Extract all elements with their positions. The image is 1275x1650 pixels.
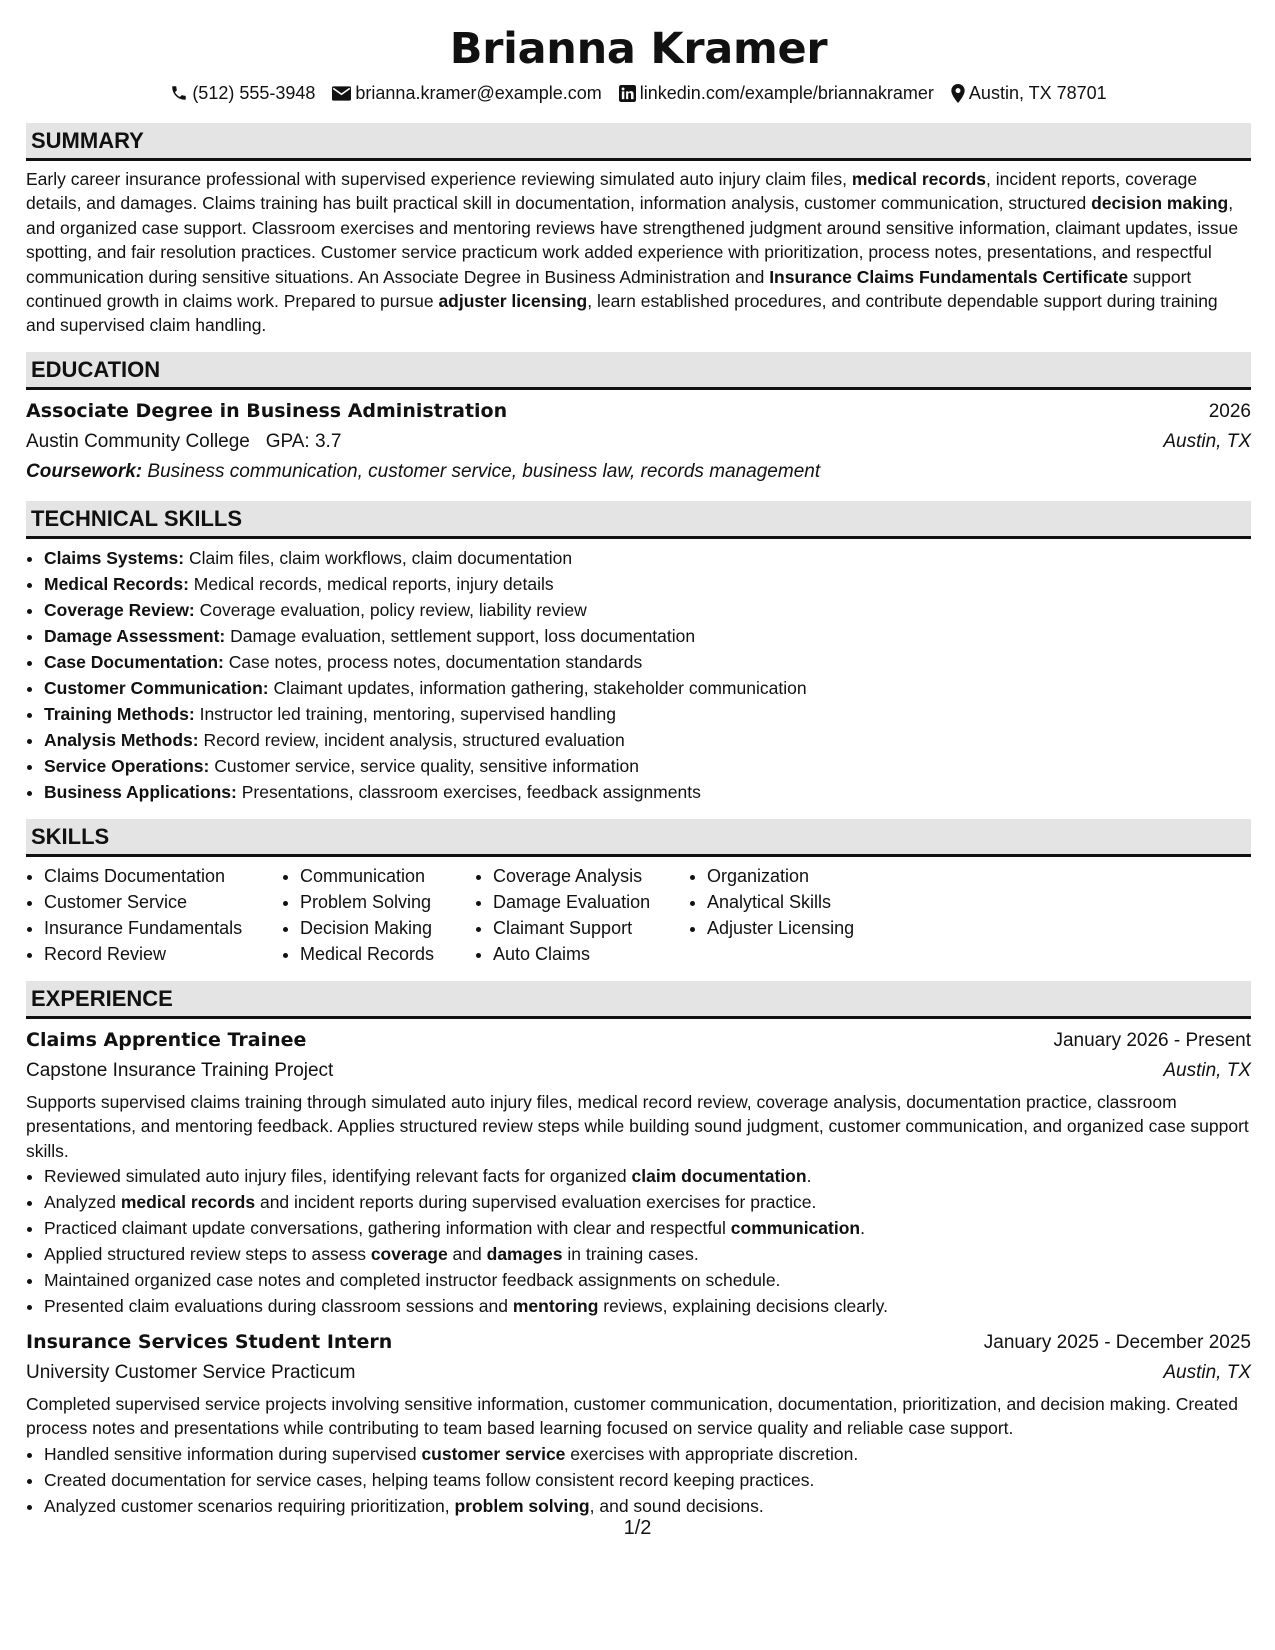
contact-phone[interactable] — [170, 80, 315, 106]
bullet-text: and incident reports during supervised evaluation exercises for practice. — [255, 1192, 817, 1213]
bullet-emphasis: damages — [486, 1244, 563, 1265]
education-heading: EDUCATION — [26, 352, 1251, 390]
skill-category: Analysis Methods: — [44, 729, 199, 750]
bullet-emphasis: mentoring — [512, 1296, 599, 1317]
summary-text — [26, 167, 1251, 338]
bullet-text: exercises with appropriate discretion. — [565, 1443, 859, 1464]
experience-heading: EXPERIENCE — [26, 981, 1251, 1019]
graduation-year: 2026 — [1208, 400, 1251, 422]
education-title-row — [26, 396, 1251, 427]
contact-location — [951, 80, 1107, 106]
bullet-text: . — [860, 1218, 865, 1239]
list-item — [44, 1293, 1251, 1319]
summary-segment: , and organized case support. Classroom exercises and mentoring reviews have strengthened judgment around sensitive information, claimant updates, issue spotting, and fair resolution practices. Customer service practicum work added experience with prioritization, process notes, presentations, and respectful communication during sensitive situations. An Associate Degree in Business Administration and — [26, 193, 1239, 287]
skills-column — [282, 863, 475, 967]
skill-detail: Damage evaluation, settlement support, loss documentation — [230, 625, 696, 646]
coursework-list: Business communication, customer service, business law, records management — [147, 460, 821, 482]
bullet-emphasis: coverage — [370, 1244, 448, 1265]
bullet-text: Applied structured review steps to assess — [44, 1244, 371, 1265]
list-item — [44, 1215, 1251, 1241]
page-number: 1/2 — [623, 1517, 652, 1539]
technical-skills-heading: TECHNICAL SKILLS — [26, 501, 1251, 539]
summary-segment: , learn established procedures, and contribute dependable support during training and supervised claim handling. — [26, 291, 1218, 336]
skill-category: Medical Records: — [44, 573, 189, 594]
summary-emphasis: decision making — [1091, 193, 1229, 214]
list-item — [44, 727, 1251, 753]
bullet-text: Practiced claimant update conversations, gathering information with clear and respectful — [44, 1218, 731, 1239]
education-school-row — [26, 427, 1251, 457]
bullet-text: and — [447, 1244, 487, 1265]
gpa: GPA: 3.7 — [265, 430, 342, 452]
list-item — [44, 649, 1251, 675]
job-title: Insurance Services Student Intern — [26, 1331, 393, 1354]
bullet-text: in training cases. — [562, 1244, 699, 1265]
list-item — [44, 1241, 1251, 1267]
list-item: • Adjuster Licensing — [707, 915, 907, 941]
list-item — [44, 753, 1251, 779]
skill-detail: Presentations, classroom exercises, feedback assignments — [241, 781, 701, 802]
list-item: • Claims Documentation — [44, 863, 282, 889]
job-dates: January 2026 - Present — [1053, 1029, 1251, 1051]
skill-category: Case Documentation: — [44, 651, 224, 672]
skill-category: Damage Assessment: — [44, 625, 226, 646]
bullet-text: Presented claim evaluations during classroom sessions and — [44, 1296, 513, 1317]
contact-linkedin[interactable] — [619, 80, 934, 106]
list-item: • Problem Solving — [300, 889, 475, 915]
map-pin-icon — [951, 84, 965, 103]
list-item: • Medical Records — [300, 941, 475, 967]
school-location: Austin, TX — [1163, 430, 1251, 452]
skill-category: Training Methods: — [44, 703, 195, 724]
bullet-text: . — [806, 1166, 812, 1187]
bullet-text: Handled sensitive information during supervised — [44, 1443, 422, 1464]
list-item — [44, 675, 1251, 701]
phone-icon — [170, 84, 188, 102]
skill-detail: Claimant updates, information gathering, stakeholder communication — [273, 677, 807, 698]
list-item — [44, 1163, 1251, 1189]
list-item — [44, 1467, 1251, 1493]
phone-number: (512) 555-3948 — [192, 83, 316, 103]
bullet-text: Reviewed simulated auto injury files, identifying relevant facts for organized — [44, 1166, 632, 1187]
list-item — [44, 571, 1251, 597]
skill-detail: Case notes, process notes, documentation standards — [228, 651, 643, 672]
job-org-row — [26, 1358, 1251, 1388]
list-item — [44, 1441, 1251, 1467]
bullet-emphasis: communication — [730, 1218, 861, 1239]
bullet-emphasis: claim documentation — [631, 1166, 807, 1187]
list-item — [44, 701, 1251, 727]
summary-emphasis: adjuster licensing — [438, 291, 588, 312]
list-item — [44, 545, 1251, 571]
school-name: Austin Community College — [26, 430, 250, 452]
job-title-row — [26, 1327, 1251, 1358]
job-location: Austin, TX — [1163, 1362, 1251, 1384]
job-bullets — [26, 1441, 1251, 1519]
list-item: • Insurance Fundamentals — [44, 915, 282, 941]
job-dates: January 2025 - December 2025 — [983, 1332, 1251, 1354]
bullet-emphasis: problem solving — [454, 1495, 590, 1516]
list-item: • Analytical Skills — [707, 889, 907, 915]
job-entry — [26, 1327, 1251, 1519]
skill-category: Service Operations: — [44, 755, 210, 776]
bullet-text: Analyzed — [44, 1192, 121, 1213]
skill-category: Business Applications: — [44, 781, 237, 802]
contact-bar — [26, 80, 1251, 106]
bullet-text: Analyzed customer scenarios requiring prioritization, — [44, 1495, 455, 1516]
contact-email[interactable] — [332, 80, 601, 106]
list-item — [44, 779, 1251, 805]
job-description: Supports supervised claims training through simulated auto injury files, medical record review, coverage analysis, documentation practice, classroom presentations, and mentoring feedback. Applies structured review steps while building sound judgment, customer communication, and organized case support skills. — [26, 1091, 1249, 1161]
skill-detail: Customer service, service quality, sensitive information — [214, 755, 639, 776]
linkedin-url: linkedin.com/example/briannakramer — [639, 83, 934, 103]
skills-heading: SKILLS — [26, 819, 1251, 857]
bullet-text: Maintained organized case notes and completed instructor feedback assignments on schedule. — [44, 1270, 781, 1291]
bullet-emphasis: customer service — [421, 1443, 566, 1464]
skill-category: Coverage Review: — [44, 599, 195, 620]
summary-segment: Early career insurance professional with supervised experience reviewing simulated auto injury claim files, — [26, 169, 852, 189]
list-item — [44, 597, 1251, 623]
summary-emphasis: Insurance Claims Fundamentals Certificate — [769, 266, 1129, 287]
skill-detail: Record review, incident analysis, structured evaluation — [203, 729, 625, 750]
list-item: • Organization — [707, 863, 907, 889]
skill-detail: Medical records, medical reports, injury details — [193, 573, 554, 594]
bullet-text: reviews, explaining decisions clearly. — [598, 1296, 888, 1317]
skill-detail: Instructor led training, mentoring, supervised handling — [199, 703, 616, 724]
summary-emphasis: medical records — [851, 169, 987, 189]
summary-heading: SUMMARY — [26, 123, 1251, 161]
list-item: • Claimant Support — [493, 915, 689, 941]
skills-column — [475, 863, 689, 967]
resume-content — [26, 20, 1251, 1519]
school-line — [26, 427, 341, 457]
summary-segment: , incident reports, coverage details, and damages. Claims training has built practical skill in documentation, information analysis, customer communication, structured — [26, 169, 1198, 214]
skills-column — [26, 863, 282, 967]
list-item: • Damage Evaluation — [493, 889, 689, 915]
skill-detail: Claim files, claim workflows, claim documentation — [188, 547, 573, 568]
job-title-row — [26, 1025, 1251, 1056]
email-address: brianna.kramer@example.com — [355, 83, 602, 103]
list-item: • Coverage Analysis — [493, 863, 689, 889]
job-bullets — [26, 1163, 1251, 1319]
bullet-text: , and sound decisions. — [589, 1495, 764, 1516]
list-item: • Decision Making — [300, 915, 475, 941]
coursework-label: Coursework: — [26, 460, 143, 482]
list-item: • Auto Claims — [493, 941, 689, 967]
technical-skills-list — [26, 545, 1251, 805]
skills-grid — [26, 863, 1251, 967]
skill-category: Claims Systems: — [44, 547, 185, 568]
list-item: • Customer Service — [44, 889, 282, 915]
list-item: • Communication — [300, 863, 475, 889]
job-entry — [26, 1025, 1251, 1319]
bullet-emphasis: medical records — [120, 1192, 256, 1213]
list-item — [44, 623, 1251, 649]
job-org-row — [26, 1056, 1251, 1086]
candidate-name: Brianna Kramer — [449, 24, 828, 74]
linkedin-icon — [619, 85, 636, 102]
list-item — [44, 1189, 1251, 1215]
skill-detail: Coverage evaluation, policy review, liability review — [199, 599, 587, 620]
job-description: Completed supervised service projects involving sensitive information, customer communication, documentation, prioritization, and decision making. Created process notes and presentations while contributing to team based learning focused on service quality and reliable case support. — [26, 1394, 1238, 1439]
bullet-text: Created documentation for service cases, helping teams follow consistent record keeping practices. — [44, 1469, 815, 1490]
skills-column — [689, 863, 907, 967]
envelope-icon — [332, 86, 351, 101]
skill-category: Customer Communication: — [44, 677, 269, 698]
job-organization: University Customer Service Practicum — [26, 1362, 356, 1384]
degree-title: Associate Degree in Business Administration — [26, 399, 508, 422]
list-item: • Record Review — [44, 941, 282, 967]
summary-segment: support continued growth in claims work. Prepared to pursue — [26, 266, 1192, 312]
list-item — [44, 1267, 1251, 1293]
coursework-line — [26, 457, 1251, 487]
job-title: Claims Apprentice Trainee — [26, 1028, 307, 1051]
job-organization: Capstone Insurance Training Project — [26, 1059, 334, 1081]
location-text: Austin, TX 78701 — [968, 83, 1107, 103]
job-location: Austin, TX — [1163, 1059, 1251, 1081]
